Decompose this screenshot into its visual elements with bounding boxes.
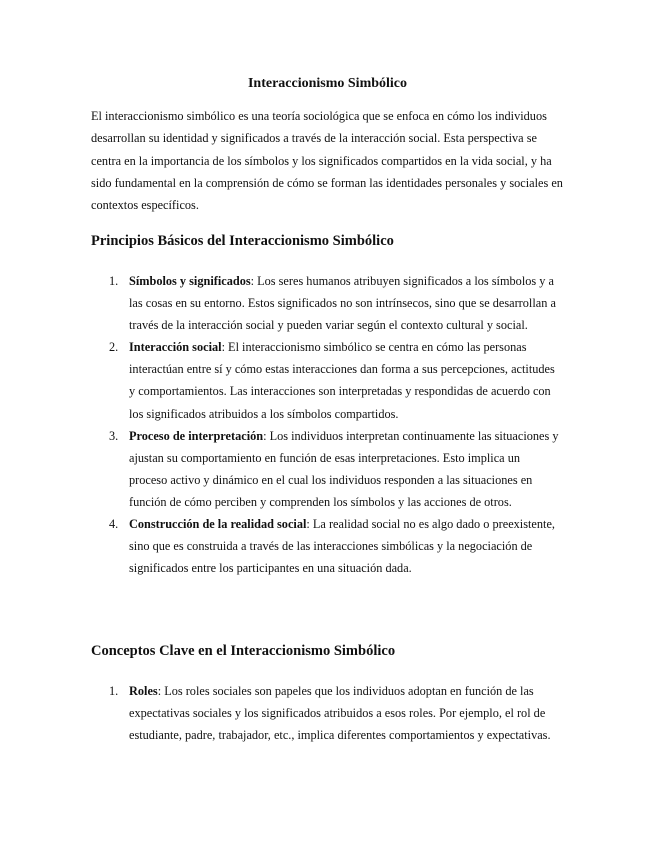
intro-paragraph: El interaccionismo simbólico es una teoría sociológica que se enfoca en cómo los individuos desarrollan su identidad y significados a través de la interacción social. Esta perspectiva se centra en la importancia de los símbolos y los significados compartidos en la vida social, y ha sido fundamental en la comprensión de cómo se forman las identidades personales y sociales en contextos específicos.	[91, 109, 563, 213]
list-item-text: : La realidad social no es algo dado o preexistente, sino que es construida a través de las interacciones simbólicas y la negociación de significados entre los participantes en una situación dada.	[129, 517, 555, 576]
list-item-term: Interacción social	[129, 340, 222, 355]
concepts-list	[0, 680, 559, 746]
list-item-term: Construcción de la realidad social	[129, 517, 307, 532]
section-heading-principles: Principios Básicos del Interaccionismo Simbólico	[91, 233, 394, 249]
list-item-term: Roles	[129, 684, 158, 698]
list-item-term: Símbolos y significados	[129, 274, 251, 288]
list-item	[0, 513, 559, 579]
page-title: Interaccionismo Simbólico	[247, 76, 408, 91]
section-heading-concepts: Conceptos Clave en el Interaccionismo Simbólico	[91, 643, 396, 659]
list-item	[0, 270, 559, 336]
list-item-number: 1.	[109, 684, 119, 698]
list-item-text: : El interaccionismo simbólico se centra en cómo las personas interactúan entre sí y cómo estas interacciones dan forma a sus percepciones, actitudes y comportamientos. Las interacciones son interpretadas y respondidas de acuerdo con los significados atribuidos a los símbolos compartidos.	[129, 340, 555, 421]
list-item-text: : Los seres humanos atribuyen significados a los símbolos y a las cosas en su entorno. Estos significados no son intrínsecos, sino que se desarrollan a través de la interacción social y pueden variar según el contexto cultural y social.	[129, 274, 556, 333]
list-item	[0, 336, 559, 424]
list-item-number: 2.	[109, 340, 119, 355]
list-item-text: : Los roles sociales son papeles que los individuos adoptan en función de las expectativas sociales y los significados atribuidos a esos roles. Por ejemplo, el rol de estudiante, padre, trabajador, etc., implica diferentes comportamientos y expectativas.	[129, 684, 551, 743]
list-item-term: Proceso de interpretación	[129, 428, 264, 443]
list-item-number: 1.	[109, 274, 119, 288]
list-item-number: 4.	[109, 517, 119, 532]
principles-list	[0, 270, 559, 579]
list-item-text: : Los individuos interpretan continuamente las situaciones y ajustan su comportamiento en función de esas interpretaciones. Esto implica un proceso activo y dinámico en el cual los individuos responden a las situaciones en función de cómo perciben y comprenden los símbolos y las acciones de otros.	[129, 428, 559, 509]
list-item	[0, 425, 559, 513]
list-item	[0, 680, 559, 746]
list-item-number: 3.	[109, 428, 119, 443]
